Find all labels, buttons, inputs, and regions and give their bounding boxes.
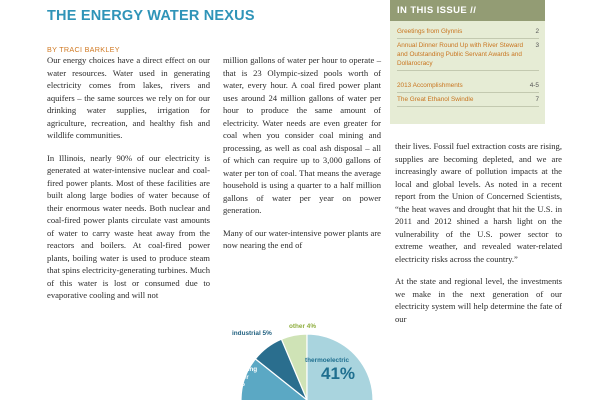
toc-item[interactable]: [397, 25, 539, 39]
paragraph: million gallons of water per hour to operate – that is 23 Olympic-sized pools worth of water, every hour. A coal fired power plant uses around 24 million gallons of water per hour to produce the same amount of electricity. Water needs are even greater for coal when you consider coal mining and processing, as well as coal ash disposal – all of which can require up to 3,000 gallons of water per ton of coal. That means the average household is using a quarter to a half million gallons of water per year on power generation.: [223, 55, 381, 215]
toc-item-label: 2013 Accomplishments: [397, 82, 463, 89]
toc-item[interactable]: [397, 79, 539, 93]
paragraph: their lives. Fossil fuel extraction costs are rising, supplies are becoming depleted, and we are increasingly aware of pollution impacts at the local and global levels. As noted in a recent report from the Union of Concerned Scientists, “the heat waves and drought that hit the U.S. in 2011 and 2012 shined a harsh light on the vulnerability of the U.S. power sector to extreme weather, and revealed water-related electricity risks across the country.”: [395, 141, 562, 264]
toc-item[interactable]: [397, 39, 539, 71]
toc-item-page: 2: [535, 28, 539, 35]
article-column-3: [395, 140, 562, 335]
article-column-1: [47, 54, 210, 312]
pie-label-value: 41%: [321, 363, 356, 383]
pie-label-text: other: [289, 323, 305, 330]
pie-label-industrial: [232, 330, 272, 338]
pie-label-drinking-water: [232, 366, 266, 389]
pie-label-value: 5%: [262, 330, 272, 337]
toc-item-page: 3: [535, 42, 539, 49]
byline: BY TRACI BARKLEY: [47, 45, 120, 54]
pie-label-text: thermoelectric: [305, 357, 350, 364]
pie-label-thermoelectric: [305, 357, 355, 383]
toc-item-label: Annual Dinner Round Up with River Steward and Outstanding Public Servant Awards and Dollarocracy: [397, 42, 524, 67]
pie-label-text: industrial: [232, 330, 261, 337]
toc-item[interactable]: [397, 93, 539, 107]
article-title: THE ENERGY WATER NEXUS: [47, 8, 255, 24]
paragraph: Many of our water-intensive power plants are now nearing the end of: [223, 227, 381, 250]
article-column-2: [223, 54, 381, 262]
paragraph: In Illinois, nearly 90% of our electricity is generated at water-intensive nuclear and coal-fired power plants. Most of these facilities are built along large bodies of water because of their enormous water needs. Both nuclear and coal-fired power plants circulate vast amounts of water to carry waste heat away from the reactors and boilers. At coal-fired power plants, boiling water is used to produce steam that spins electricity-generating turbines. Much of this water is lost or consumed due to evaporative cooling and will not: [47, 152, 210, 300]
toc-list: [390, 21, 545, 107]
toc-item-label: The Great Ethanol Swindle: [397, 96, 474, 103]
paragraph: At the state and regional level, the investments we make in the next generation of our electricity system will help determine the fate of our: [395, 276, 562, 324]
pie-label-text: drinking water: [232, 366, 258, 381]
pie-label-other: [289, 323, 316, 331]
paragraph: Our energy choices have a direct effect on our water resources. Water used in generating electricity comes from lakes, rivers and aquifers – the same sources we rely on for our drinking water supplies, irrigation for agriculture, recreation, and healthy fish and wildlife communities.: [47, 55, 210, 140]
water-use-pie-chart: [223, 318, 388, 400]
pie-label-value: 13%: [232, 381, 245, 388]
in-this-issue-sidebar: [390, 0, 545, 124]
toc-item-page: 7: [535, 96, 539, 103]
sidebar-title: IN THIS ISSUE //: [390, 0, 545, 21]
toc-item-label: Greetings from Glynnis: [397, 28, 463, 35]
toc-item-page: 4-5: [529, 82, 539, 89]
pie-label-value: 4%: [306, 323, 317, 330]
